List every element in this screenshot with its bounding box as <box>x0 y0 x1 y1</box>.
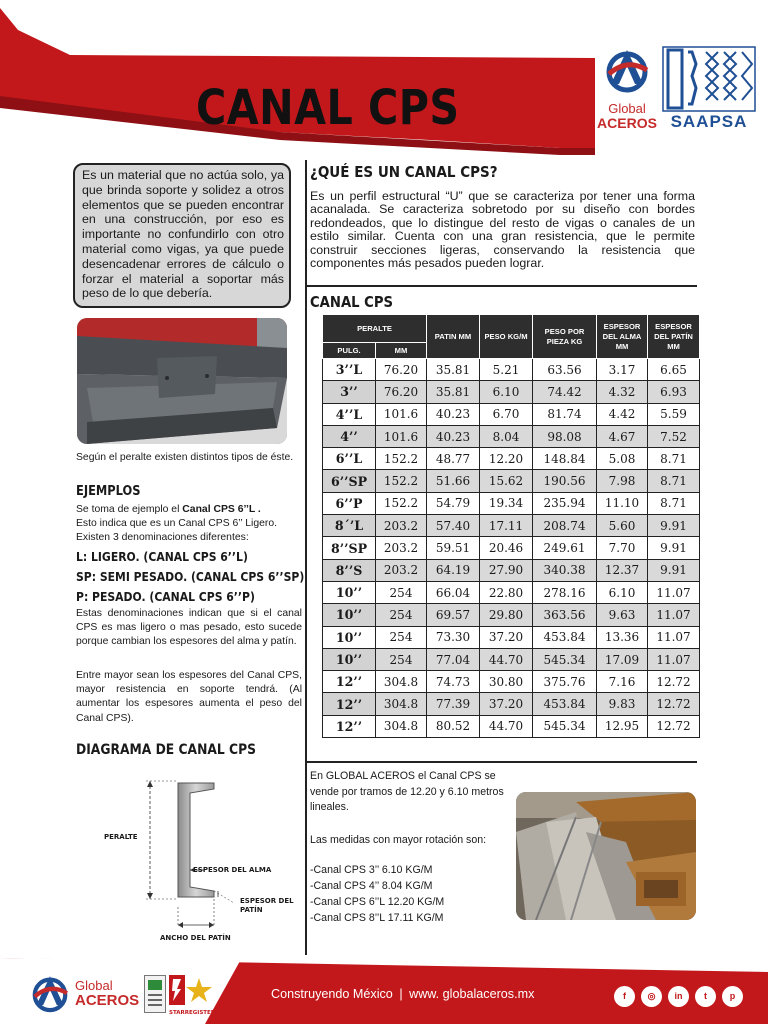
table-cell: 30.80 <box>480 671 533 693</box>
instagram-icon[interactable]: ◎ <box>641 986 662 1007</box>
logo-aceros-text: ACEROS <box>597 115 657 131</box>
example-prefix: Se toma de ejemplo el <box>76 504 183 515</box>
denomination-pesado: P: PESADO. (CANAL CPS 6’’P) <box>76 589 255 604</box>
table-cell: 6.65 <box>648 359 700 381</box>
table-cell: 304.8 <box>376 715 427 737</box>
table-row <box>323 448 700 470</box>
example-paragraph <box>76 503 302 546</box>
table-cell: 54.79 <box>427 492 480 514</box>
table-cell: 11.07 <box>648 648 700 670</box>
footer-tagline: Construyendo México <box>271 987 393 1001</box>
global-aceros-emblem-icon <box>601 44 653 94</box>
starregister-logo <box>169 975 216 1016</box>
footer-separator: | <box>399 987 403 1001</box>
table-cell: 57.40 <box>427 515 480 537</box>
table-row <box>323 537 700 559</box>
table-cell: 12’’ <box>323 693 376 715</box>
spec-table <box>322 314 700 738</box>
table-cell: 152.2 <box>376 492 427 514</box>
table-heading: CANAL CPS <box>310 293 394 311</box>
starregister-text: STARREGISTER <box>169 1010 216 1016</box>
table-cell: 363.56 <box>533 604 597 626</box>
table-cell: 81.74 <box>533 403 597 425</box>
table-cell: 9.63 <box>597 604 648 626</box>
rotation-text: Las medidas con mayor rotación son: <box>310 834 487 846</box>
sale-text: En GLOBAL ACEROS el Canal CPS se vende por tramos de 12.20 y 6.10 metros lineales. <box>310 770 504 814</box>
table-cell: 6’’P <box>323 492 376 514</box>
table-cell: 148.84 <box>533 448 597 470</box>
table-cell: 12.95 <box>597 715 648 737</box>
table-cell: 19.34 <box>480 492 533 514</box>
table-cell: 8’’S <box>323 559 376 581</box>
table-cell: 101.6 <box>376 403 427 425</box>
saapsa-emblem-icon <box>662 46 756 112</box>
table-cell: 12.72 <box>648 693 700 715</box>
table-cell: 101.6 <box>376 425 427 447</box>
canal-installation-photo <box>77 318 287 444</box>
table-cell: 6.70 <box>480 403 533 425</box>
peralte-text: Según el peralte existen distintos tipos de éste. <box>76 452 294 463</box>
table-cell: 4.42 <box>597 403 648 425</box>
explain-paragraph-1: Estas denominaciones indican que si el canal CPS es mas ligero o mas pesado, esto sucede porque cambian los espesores del alma y patín. <box>76 608 302 648</box>
table-cell: 152.2 <box>376 448 427 470</box>
table-cell: 44.70 <box>480 715 533 737</box>
label-ancho-patin: ANCHO DEL PATÍN <box>160 934 231 942</box>
table-cell: 340.38 <box>533 559 597 581</box>
table-cell: 545.34 <box>533 648 597 670</box>
table-cell: 12’’ <box>323 671 376 693</box>
table-cell: 37.20 <box>480 626 533 648</box>
table-cell: 208.74 <box>533 515 597 537</box>
header-espesor-patin: ESPESOR DEL PATÍN MM <box>648 315 700 359</box>
table-cell: 9.91 <box>648 515 700 537</box>
table-cell: 20.46 <box>480 537 533 559</box>
table-row <box>323 425 700 447</box>
table-cell: 7.16 <box>597 671 648 693</box>
table-cell: 6.10 <box>597 581 648 603</box>
table-cell: 8.71 <box>648 492 700 514</box>
table-cell: 13.36 <box>597 626 648 648</box>
table-cell: 254 <box>376 648 427 670</box>
table-cell: 190.56 <box>533 470 597 492</box>
global-aceros-footer-icon <box>28 972 72 1016</box>
table-cell: 74.73 <box>427 671 480 693</box>
header-mm: MM <box>376 343 427 359</box>
examples-heading: EJEMPLOS <box>76 484 141 499</box>
header-espesor-alma: ESPESOR DEL ALMA MM <box>597 315 648 359</box>
table-cell: 203.2 <box>376 515 427 537</box>
logo-global-text: Global <box>608 101 646 116</box>
label-espesor-patin: ESPESOR DEL PATÍN <box>240 897 294 914</box>
table-cell: 3’’L <box>323 359 376 381</box>
label-espesor-alma: ESPESOR DEL ALMA <box>193 866 272 874</box>
table-row <box>323 581 700 603</box>
steel-beam-image <box>77 318 287 444</box>
table-cell: 77.04 <box>427 648 480 670</box>
intro-box: Es un material que no actúa solo, ya que brinda soporte y solidez a otros elementos que se pueden encontrar en una construcción, por eso es importante no confundirlo con otro material como vigas, ya que puede desencadenar errores de cálculo o forzar el material a soportar más peso de lo que debería. <box>73 163 291 308</box>
label-peralte: PERALTE <box>104 833 138 841</box>
diagram-heading: DIAGRAMA DE CANAL CPS <box>76 742 257 758</box>
table-cell: 10’’ <box>323 648 376 670</box>
table-cell: 40.23 <box>427 403 480 425</box>
example-bold: Canal CPS 6’’L . <box>182 504 261 515</box>
table-cell: 73.30 <box>427 626 480 648</box>
table-row <box>323 626 700 648</box>
pinterest-icon[interactable]: p <box>722 986 743 1007</box>
canal-diagram <box>104 775 300 945</box>
cert-mark-icon <box>145 976 165 1012</box>
rotation-item: -Canal CPS 3’’ 6.10 KG/M <box>310 864 433 876</box>
table-cell: 7.70 <box>597 537 648 559</box>
section-rule-bottom <box>307 761 697 763</box>
table-cell: 5.59 <box>648 403 700 425</box>
logo-saapsa-text: SAAPSA <box>670 112 748 131</box>
saapsa-logo <box>662 46 756 132</box>
table-cell: 6’’SP <box>323 470 376 492</box>
table-cell: 9.83 <box>597 693 648 715</box>
table-cell: 11.10 <box>597 492 648 514</box>
table-row <box>323 470 700 492</box>
table-cell: 7.52 <box>648 425 700 447</box>
table-cell: 6.93 <box>648 381 700 403</box>
twitter-icon[interactable]: t <box>695 986 716 1007</box>
what-is-body: Es un perfil estructural “U” que se caracteriza por tener una forma acanalada. Se caracteriza sobretodo por su diseño con bordes redondeados, que lo distingue del resto de vigas o canales de un estilo similar. Cuenta con una gran resistencia, que le permite construir secciones ligeras, conservando la resistencia que componentes más pesados pueden lograr. <box>310 189 695 271</box>
table-cell: 63.56 <box>533 359 597 381</box>
table-cell: 10’’ <box>323 604 376 626</box>
denomination-semi-pesado: SP: SEMI PESADO. (CANAL CPS 6’’SP) <box>76 569 305 584</box>
table-row <box>323 559 700 581</box>
table-cell: 4.67 <box>597 425 648 447</box>
table-cell: 80.52 <box>427 715 480 737</box>
canal-stock-photo <box>516 792 696 920</box>
table-cell: 249.61 <box>533 537 597 559</box>
table-row <box>323 693 700 715</box>
starregister-icon <box>169 975 215 1005</box>
table-cell: 12.72 <box>648 715 700 737</box>
table-cell: 11.07 <box>648 626 700 648</box>
denomination-ligero: L: LIGERO. (CANAL CPS 6’’L) <box>76 549 248 564</box>
table-cell: 10’’ <box>323 581 376 603</box>
rotation-item: -Canal CPS 6’’L 12.20 KG/M <box>310 896 445 908</box>
table-row <box>323 671 700 693</box>
table-row <box>323 715 700 737</box>
header-pulg: PULG. <box>323 343 376 359</box>
header-peralte: PERALTE <box>323 315 427 343</box>
table-cell: 254 <box>376 604 427 626</box>
facebook-icon[interactable]: f <box>614 986 635 1007</box>
global-aceros-logo <box>596 44 658 132</box>
table-row <box>323 492 700 514</box>
header-peso-pieza: PESO POR PIEZA KG <box>533 315 597 359</box>
table-row <box>323 515 700 537</box>
footer-logo-global: Global <box>75 978 113 993</box>
table-cell: 203.2 <box>376 559 427 581</box>
table-row <box>323 359 700 381</box>
table-cell: 8.71 <box>648 448 700 470</box>
table-cell: 5.08 <box>597 448 648 470</box>
table-cell: 17.11 <box>480 515 533 537</box>
table-cell: 8´’L <box>323 515 376 537</box>
table-cell: 375.76 <box>533 671 597 693</box>
table-cell: 5.21 <box>480 359 533 381</box>
table-cell: 254 <box>376 626 427 648</box>
table-cell: 3’’ <box>323 381 376 403</box>
table-cell: 51.66 <box>427 470 480 492</box>
page-title: CANAL CPS <box>196 80 460 136</box>
table-cell: 98.08 <box>533 425 597 447</box>
table-cell: 76.20 <box>376 359 427 381</box>
table-cell: 64.19 <box>427 559 480 581</box>
table-cell: 6.10 <box>480 381 533 403</box>
table-row <box>323 381 700 403</box>
table-cell: 35.81 <box>427 359 480 381</box>
table-cell: 453.84 <box>533 693 597 715</box>
table-cell: 4’’ <box>323 425 376 447</box>
what-is-heading: ¿QUÉ ES UN CANAL CPS? <box>310 163 498 181</box>
table-cell: 8.71 <box>648 470 700 492</box>
table-cell: 5.60 <box>597 515 648 537</box>
linkedin-icon[interactable]: in <box>668 986 689 1007</box>
table-cell: 12.20 <box>480 448 533 470</box>
table-cell: 278.16 <box>533 581 597 603</box>
footer-contact <box>271 987 534 1001</box>
table-cell: 6’’L <box>323 448 376 470</box>
table-cell: 27.90 <box>480 559 533 581</box>
table-cell: 7.98 <box>597 470 648 492</box>
table-cell: 29.80 <box>480 604 533 626</box>
rotation-item: -Canal CPS 4’’ 8.04 KG/M <box>310 880 433 892</box>
table-cell: 453.84 <box>533 626 597 648</box>
table-cell: 304.8 <box>376 671 427 693</box>
table-cell: 37.20 <box>480 693 533 715</box>
table-cell: 17.09 <box>597 648 648 670</box>
table-cell: 74.42 <box>533 381 597 403</box>
header-patin: PATIN MM <box>427 315 480 359</box>
certification-badge-icon <box>144 975 166 1013</box>
table-cell: 9.91 <box>648 537 700 559</box>
table-row <box>323 403 700 425</box>
explain-paragraph-2: Entre mayor sean los espesores del Canal CPS, mayor resistencia en soporte tendrá. (Al aumentar los espesores aumenta el peso del Canal CPS). <box>76 670 302 724</box>
example-line3: Existen 3 denominaciones diferentes: <box>76 532 249 544</box>
table-row <box>323 648 700 670</box>
column-divider <box>305 160 307 955</box>
table-cell: 8’’SP <box>323 537 376 559</box>
table-cell: 12.37 <box>597 559 648 581</box>
footer-website-link[interactable]: www. globalaceros.mx <box>409 987 535 1001</box>
canal-profile-drawing <box>110 775 300 945</box>
table-cell: 77.39 <box>427 693 480 715</box>
table-cell: 11.07 <box>648 581 700 603</box>
table-cell: 152.2 <box>376 470 427 492</box>
table-cell: 4’’L <box>323 403 376 425</box>
table-cell: 69.57 <box>427 604 480 626</box>
table-cell: 8.04 <box>480 425 533 447</box>
table-cell: 66.04 <box>427 581 480 603</box>
spec-table-body <box>323 359 700 738</box>
footer-logo-aceros: ACEROS <box>75 992 140 1009</box>
table-cell: 235.94 <box>533 492 597 514</box>
table-row <box>323 604 700 626</box>
header-peso: PESO KG/M <box>480 315 533 359</box>
table-cell: 44.70 <box>480 648 533 670</box>
example-line2: Esto indica que es un Canal CPS 6’’ Ligero. <box>76 518 278 530</box>
table-cell: 545.34 <box>533 715 597 737</box>
table-cell: 10’’ <box>323 626 376 648</box>
table-cell: 9.91 <box>648 559 700 581</box>
stacked-channels-image <box>516 792 696 920</box>
table-cell: 35.81 <box>427 381 480 403</box>
table-cell: 12.72 <box>648 671 700 693</box>
rotation-item: -Canal CPS 8’’L 17.11 KG/M <box>310 912 444 924</box>
table-cell: 15.62 <box>480 470 533 492</box>
table-cell: 40.23 <box>427 425 480 447</box>
table-cell: 3.17 <box>597 359 648 381</box>
table-cell: 76.20 <box>376 381 427 403</box>
table-cell: 304.8 <box>376 693 427 715</box>
table-cell: 11.07 <box>648 604 700 626</box>
table-cell: 22.80 <box>480 581 533 603</box>
table-cell: 59.51 <box>427 537 480 559</box>
table-cell: 12’’ <box>323 715 376 737</box>
table-cell: 48.77 <box>427 448 480 470</box>
table-cell: 4.32 <box>597 381 648 403</box>
table-cell: 254 <box>376 581 427 603</box>
section-rule <box>307 285 697 287</box>
footer-logo-emblem <box>28 972 72 1016</box>
table-cell: 203.2 <box>376 537 427 559</box>
